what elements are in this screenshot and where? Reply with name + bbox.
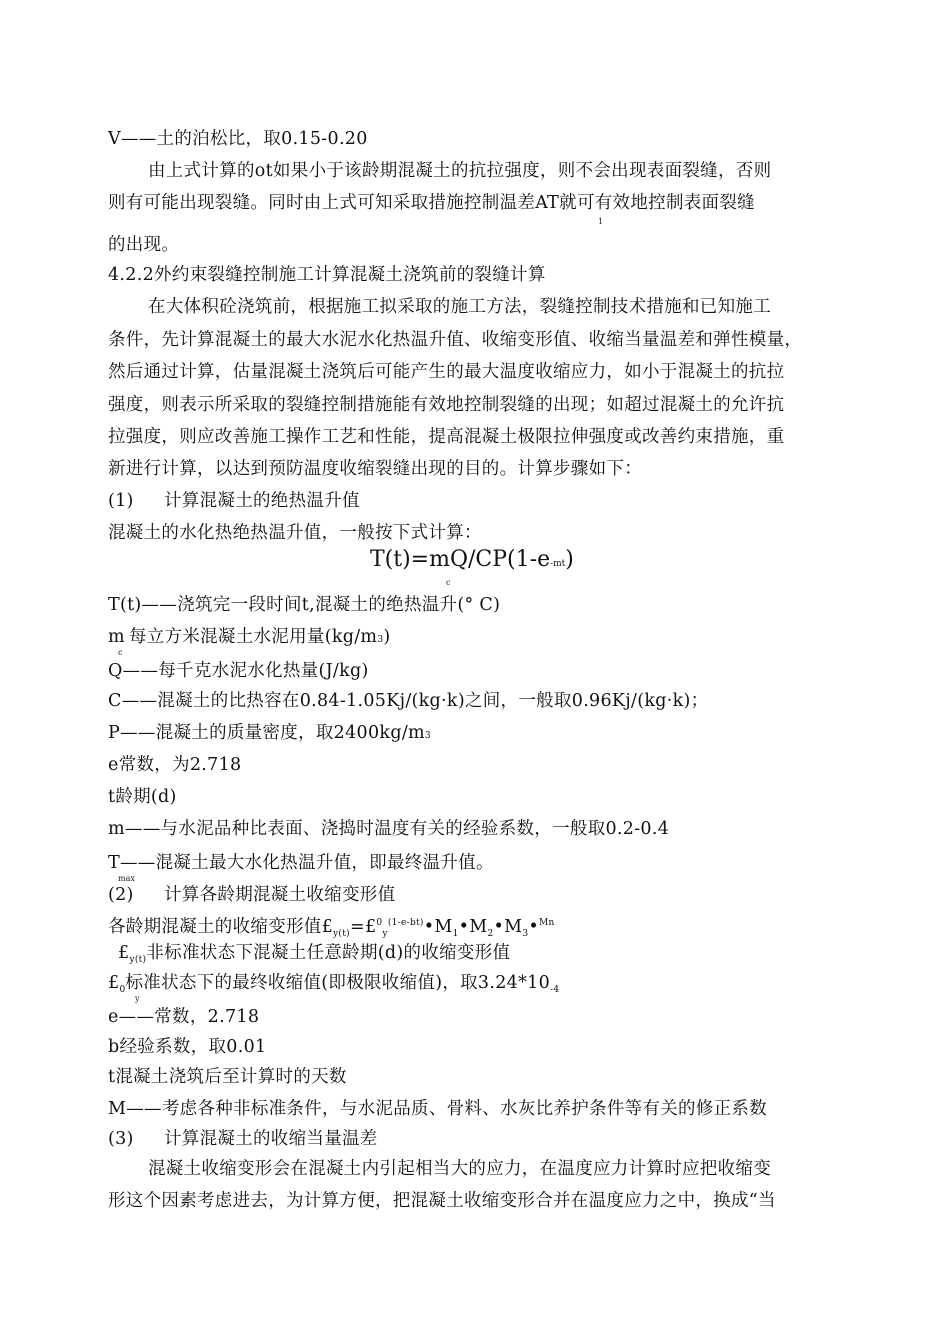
text-line: 在大体积砼浇筑前，根据施工拟采取的施工方法，裂缝控制技术措施和已知施工 [148,297,771,317]
text-line: C——混凝土的比热容在0.84-1.05Kj/(kg·k)之间，一般取0.96Kj/(kg·k)； [108,691,709,711]
text-line: m——与水泥品种比表面、浇捣时温度有关的经验系数，一般取0.2-0.4 [108,819,670,839]
subscript: c [446,578,451,587]
subscript: y [382,928,388,939]
symbol: £ [108,973,120,993]
subscript: y(t) [129,955,147,965]
formula-shrinkage [108,912,555,945]
section-heading: 4.2.2外约束裂缝控制施工计算混凝土浇筑前的裂缝计算 [108,265,546,285]
formula-body: T(t)=mQ/CP(1-e [370,547,551,572]
text-line: M——考虑各种非标准条件，与水泥品质、骨料、水灰比养护条件等有关的修正系数 [108,1099,768,1119]
text-line: 然后通过计算，估量混凝土浇筑后可能产生的最大温度收缩应力，如小于混凝土的抗拉 [108,362,785,382]
text: • [528,916,539,937]
text-line: e常数，为2.718 [108,755,242,775]
text-line: V——土的泊松比，取0.15-0.20 [108,129,368,149]
text: •M [423,916,453,937]
text: •M [493,916,523,937]
step-title: 计算混凝土的绝热温升值 [164,491,360,511]
step-title: 计算混凝土的收缩当量温差 [164,1129,378,1149]
step-number: (1) [108,491,134,511]
text-line [108,722,431,747]
subscript: 1 [598,217,604,226]
step-number: (3) [108,1129,134,1149]
definition: 每立方米混凝土水泥用量(kg/m [128,627,378,647]
definition: 标准状态下的最终收缩值(即极限收缩值)，取3.24*10 [125,973,551,993]
text-line: 混凝土收缩变形会在混凝土内引起相当大的应力，在温度应力计算时应把收缩变 [148,1159,771,1179]
text-line: 强度，则表示所采取的裂缝控制措施能有效地控制裂缝的出现；如超过混凝土的允许抗 [108,395,785,415]
symbol: m [108,627,125,647]
superscript: 3 [377,635,384,645]
step-number: (2) [108,885,134,905]
text-line: t混凝土浇筑后至计算时的天数 [108,1067,347,1087]
text: =£ [349,916,377,937]
step-heading-1 [108,490,360,512]
subscript: y(t) [333,928,350,939]
subscript: max [118,874,135,883]
text-line: 形这个因素考虑进去，为计算方便，把混凝土收缩变形合并在温度应力之中，换成“当 [108,1191,776,1211]
text: •M [458,916,488,937]
text-line: Q——每千克水泥水化热量(J/kg) [108,661,369,681]
text-line: 混凝土的水化热绝热温升值，一般按下式计算： [108,523,482,543]
formula-exponent: -mt [550,559,566,569]
paren: ) [383,627,391,647]
text-line: 拉强度，则应改善施工操作工艺和性能，提高混凝土极限拉伸强度或改善约束措施，重 [108,427,785,447]
superscript: 3 [424,731,431,741]
text-line: 条件，先计算混凝土的最大水泥水化热温升值、收缩变形值、收缩当量温差和弹性模量， [108,330,803,350]
subscript: 0 [119,985,126,995]
text-line: t龄期(d) [108,787,177,807]
text-line: 由上式计算的ot如果小于该龄期混凝土的抗拉强度，则不会出现表面裂缝，否则 [148,161,772,181]
superscript: 0 [376,918,383,928]
formula-close: ) [565,547,574,572]
subscript: 3 [522,928,529,939]
text-line: 新进行计算，以达到预防温度收缩裂缝出现的目的。计算步骤如下： [108,459,642,479]
text-line: 的出现。 [108,235,180,255]
formula-adiabatic-temperature [370,546,574,578]
subscript: 2 [487,928,494,939]
exponent: -4 [550,985,560,995]
text-line: b经验系数，取0.01 [108,1037,267,1057]
subscript: 1 [452,928,459,939]
subscript: y [135,994,140,1003]
text-line [108,626,391,651]
text-line: 则有可能出现裂缝。同时由上式可知采取措施控制温差AT就可有效地控制表面裂缝 [108,193,755,213]
definition: 非标准状态下混凝土任意龄期(d)的收缩变形值 [146,943,511,963]
symbol: £ [118,943,130,963]
step-title: 计算各龄期混凝土收缩变形值 [164,885,396,905]
text-line: T——混凝土最大水化热温升值，即最终温升值。 [108,853,494,873]
text-line [118,942,510,971]
superscript: Mn [539,918,555,928]
superscript: (1-e-bt) [387,918,424,928]
text-line: T(t)——浇筑完一段时间t,混凝土的绝热温升(° C) [108,595,501,615]
definition: P——混凝土的质量密度，取2400kg/m [108,723,425,743]
text: 各龄期混凝土的收缩变形值£ [108,916,334,937]
text-line [108,972,559,1001]
step-heading-2 [108,884,395,906]
text-line: e——常数，2.718 [108,1007,260,1027]
subscript: c [118,648,123,657]
step-heading-3 [108,1128,378,1150]
